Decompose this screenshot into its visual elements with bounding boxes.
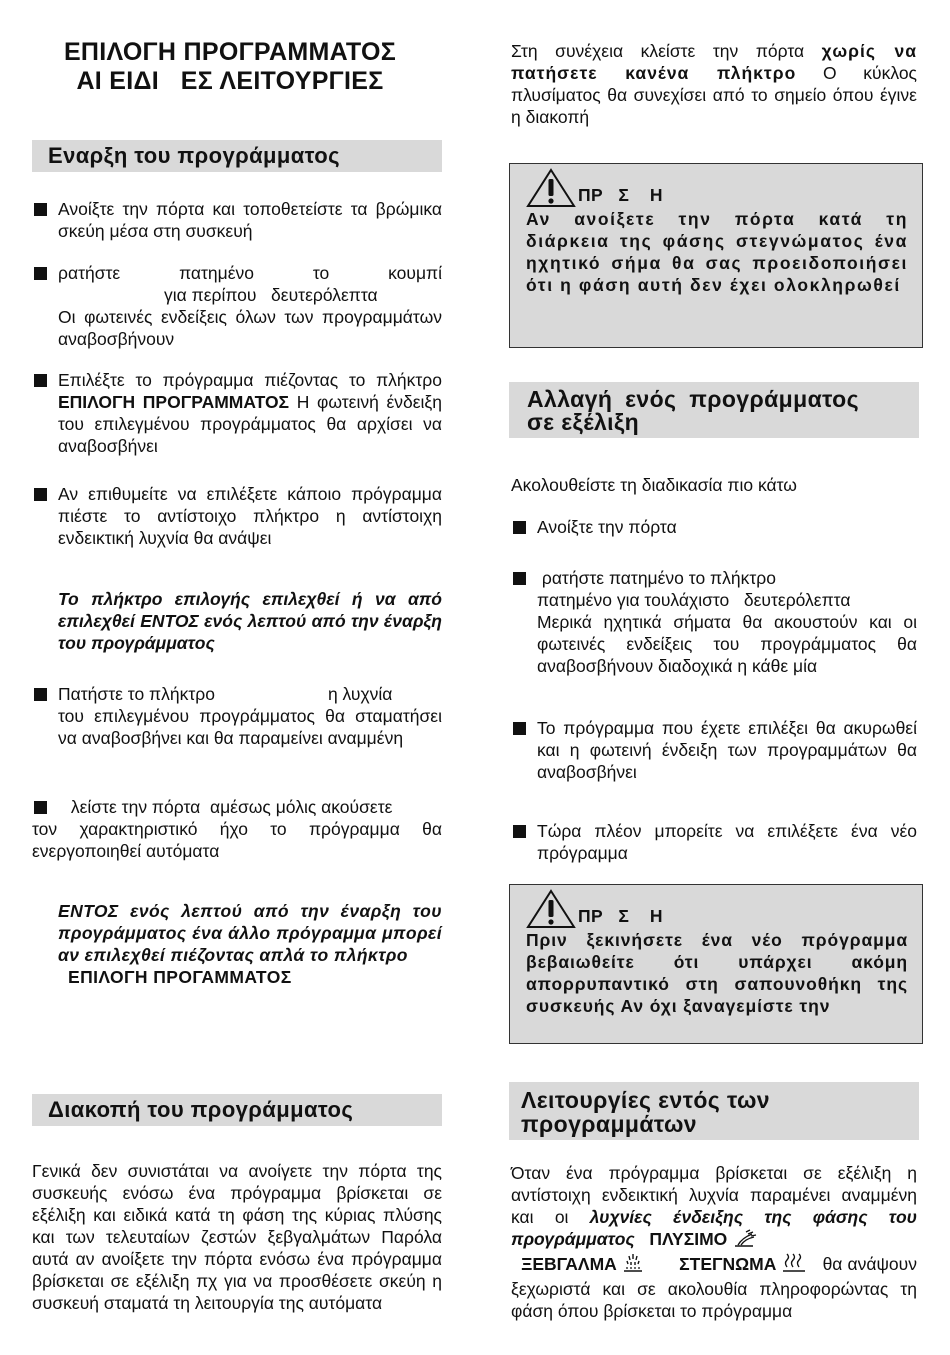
list-item xyxy=(32,262,442,350)
title-line-2: ΑΙ ΕΙΔΙ ΕΣ ΛΕΙΤΟΥΡΓΙΕΣ xyxy=(76,67,384,95)
note-heading: ΠΡ Σ Η xyxy=(578,906,663,926)
bullet-icon xyxy=(513,722,526,735)
functions-paragraph xyxy=(511,1162,917,1322)
bullet-text: ρατήστε πατημένο το πλήκτρο xyxy=(537,568,776,588)
bullet-text: του επιλεγμένου προγράμματος θα σταματήσει να αναβοσβήνει και θα παραμείνει αναμμένη xyxy=(58,706,442,748)
stop-header-text: Διακοπή του προγράμματος xyxy=(48,1097,354,1122)
warning-note-2 xyxy=(509,884,923,1044)
bullet-icon xyxy=(34,688,47,701)
functions-italic-text: λυχνίες ένδειξης της φάσης του προγράμματος xyxy=(511,1207,917,1250)
bullet-text: Αν επιθυμείτε να επιλέξετε κάποιο πρόγραμμα πιέστε το αντίστοιχο πλήκτρο η αντίστοιχη ενδεικτική λυχνία θα ανάψει xyxy=(58,484,442,548)
italic-note-text: ΕΝΤΟΣ ενός λεπτού από την έναρξη του προγράμματος ένα άλλο πρόγραμμα μπορεί αν επιλεχθεί πιέζοντας απλά το πλήκτρο xyxy=(58,901,442,965)
warning-icon xyxy=(526,168,576,208)
continue-text: Ο κύκλος πλυσίματος θα συνεχίσει από το σημείο όπου έγινε η διακοπή xyxy=(511,63,917,127)
italic-note: Το πλήκτρο επιλογής επιλεχθεί ή να από επιλεχθεί ΕΝΤΟΣ ενός λεπτού από την έναρξη του προγράμματος xyxy=(58,589,442,653)
italic-note xyxy=(58,900,442,988)
bullet-text: Μερικά ηχητικά σήματα θα ακουστούν και οι φωτεινές ενδείξεις του προγράμματος θα αναβοσβήνουν διαδοχικά η κάθε μία xyxy=(537,612,917,676)
title-line-1: ΕΠΙΛΟΓΗ ΠΡΟΓΡΑΜΜΑΤΟΣ xyxy=(63,38,397,66)
list-item xyxy=(511,820,917,864)
note-body: Αν ανοίξετε την πόρτα κατά τη διάρκεια της φάσης στεγνώματος ένα ηχητικό σήμα θα σας προειδοποιήσει ότι η φάση αυτή δεν έχει ολοκληρωθεί xyxy=(526,209,908,295)
bullet-icon xyxy=(34,374,47,387)
follow-text: Ακολουθείστε τη διαδικασία πιο κάτω xyxy=(511,475,797,495)
bullet-text: Οι φωτεινές ενδείξεις όλων των προγραμμάτων αναβοσβήνουν xyxy=(58,307,442,349)
section-header-start xyxy=(32,140,442,172)
bullet-icon xyxy=(34,203,47,216)
list-item xyxy=(32,796,442,862)
wash-label: ΠΛΥΣΙΜΟ xyxy=(649,1229,728,1250)
bullet-text: Τώρα πλέον μπορείτε να επιλέξετε ένα νέο πρόγραμμα xyxy=(537,821,917,863)
continue-paragraph xyxy=(511,40,917,128)
dry-label: ΣΤΕΓΝΩΜΑ xyxy=(679,1254,777,1275)
bullet-icon xyxy=(513,825,526,838)
continue-text: Στη συνέχεια κλείστε την πόρτα xyxy=(511,41,822,61)
section-header-change xyxy=(509,382,919,438)
rinse-icon xyxy=(622,1253,644,1278)
list-item xyxy=(32,483,442,549)
program-select-key-label: ΕΠΙΛΟΓΗ ΠΡΟΓΡΑΜΜΑΤΟΣ xyxy=(58,392,290,412)
rinse-label: ΞΕΒΓΑΛΜΑ xyxy=(521,1254,617,1275)
wash-icon xyxy=(732,1228,758,1253)
bullet-icon xyxy=(34,801,47,814)
change-header-line: σε εξέλιξη xyxy=(527,409,640,435)
bullet-text: Επιλέξτε το πρόγραμμα πιέζοντας το πλήκτρο xyxy=(58,370,442,390)
list-item xyxy=(511,717,917,783)
warning-icon xyxy=(526,889,576,929)
stop-paragraph: Γενικά δεν συνιστάται να ανοίγετε την πόρτα της συσκευής ενόσω ένα πρόγραμμα βρίσκεται σε εξέλιξη και ειδικά κατά τη φάση της κύριας πλύσης και των τελευταίων ζεστών ξεβγαλμάτων Παρόλα αυτά αν ανοίξετε την πόρτα ενόσω ένα πρόγραμμα βρίσκεται σε εξέλιξη πχ για να προσθέσετε σκεύη η συσκευή σταματά τη λειτουργία της αυτόματα xyxy=(32,1161,442,1313)
bullet-icon xyxy=(513,572,526,585)
bullet-text: λείστε την πόρτα αμέσως μόλις ακούσετε xyxy=(66,797,393,817)
change-header-line: Αλλαγή ενός προγράμματος xyxy=(527,386,859,412)
list-item xyxy=(511,567,917,677)
list-item xyxy=(511,516,917,538)
bullet-text: Πατήστε το πλήκτρο xyxy=(58,684,215,704)
bullet-text: για περίπου δευτερόλεπτα xyxy=(164,285,378,305)
list-item xyxy=(32,369,442,457)
functions-text: Όταν ένα πρόγραμμα βρίσκεται σε εξέλιξη η αντίστοιχη ενδεικτική λυχνία παραμένει αναμμένη και οι xyxy=(511,1163,917,1227)
bullet-text: Ανοίξτε την πόρτα xyxy=(537,517,677,537)
functions-text: θα ανάψουν ξεχωριστά και σε ακολουθία πληροφορώντας τη φάση όπου βρίσκεται το πρόγραμμα xyxy=(511,1254,917,1321)
warning-note-1 xyxy=(509,163,923,348)
list-item xyxy=(32,198,442,242)
note-heading: ΠΡ Σ Η xyxy=(578,185,663,205)
bullet-text: τον χαρακτηριστικό ήχο το πρόγραμμα θα ενεργοποιηθεί αυτόματα xyxy=(32,819,442,861)
bullet-text: η λυχνία xyxy=(327,684,393,704)
bullet-icon xyxy=(513,521,526,534)
list-item xyxy=(32,683,442,749)
program-select-key-label: ΕΠΙΛΟΓΗ ΠΡΟΓΑΜΜΑΤΟΣ xyxy=(68,967,292,987)
bullet-text: Η φωτεινή ένδειξη του επιλεγμένου προγράμματος θα αρχίσει να αναβοσβήνει xyxy=(58,392,442,456)
bullet-text: Ανοίξτε την πόρτα και τοποθετείστε τα βρώμικα σκεύη μέσα στη συσκευή xyxy=(58,199,442,241)
bullet-text: ρατήστε πατημένο το κουμπί xyxy=(58,263,442,283)
page-title xyxy=(30,38,430,96)
bullet-text: πατημένο για τουλάχιστο δευτερόλεπτα xyxy=(537,590,851,610)
functions-header-line: προγραμμάτων xyxy=(521,1111,697,1137)
start-header-text: Εναρξη του προγράμματος xyxy=(48,143,340,168)
dry-icon xyxy=(781,1253,807,1278)
functions-header-line: Λειτουργίες εντός των xyxy=(521,1087,771,1113)
note-body: Πριν ξεκινήσετε ένα νέο πρόγραμμα βεβαιωθείτε ότι υπάρχει ακόμη απορρυπαντικό στη σαπουνοθήκη της συσκευής Αν όχι ξαναγεμίστε την xyxy=(526,930,908,1016)
section-header-functions xyxy=(509,1082,919,1140)
bullet-text: Το πρόγραμμα που έχετε επιλέξει θα ακυρωθεί και η φωτεινή ένδειξη των προγραμμάτων θα αναβοσβήνει xyxy=(537,718,917,782)
section-header-stop xyxy=(32,1094,442,1126)
bullet-icon xyxy=(34,267,47,280)
bullet-icon xyxy=(34,488,47,501)
continue-bold-text: χωρίς να πατήσετε κανένα πλήκτρο xyxy=(511,41,917,83)
